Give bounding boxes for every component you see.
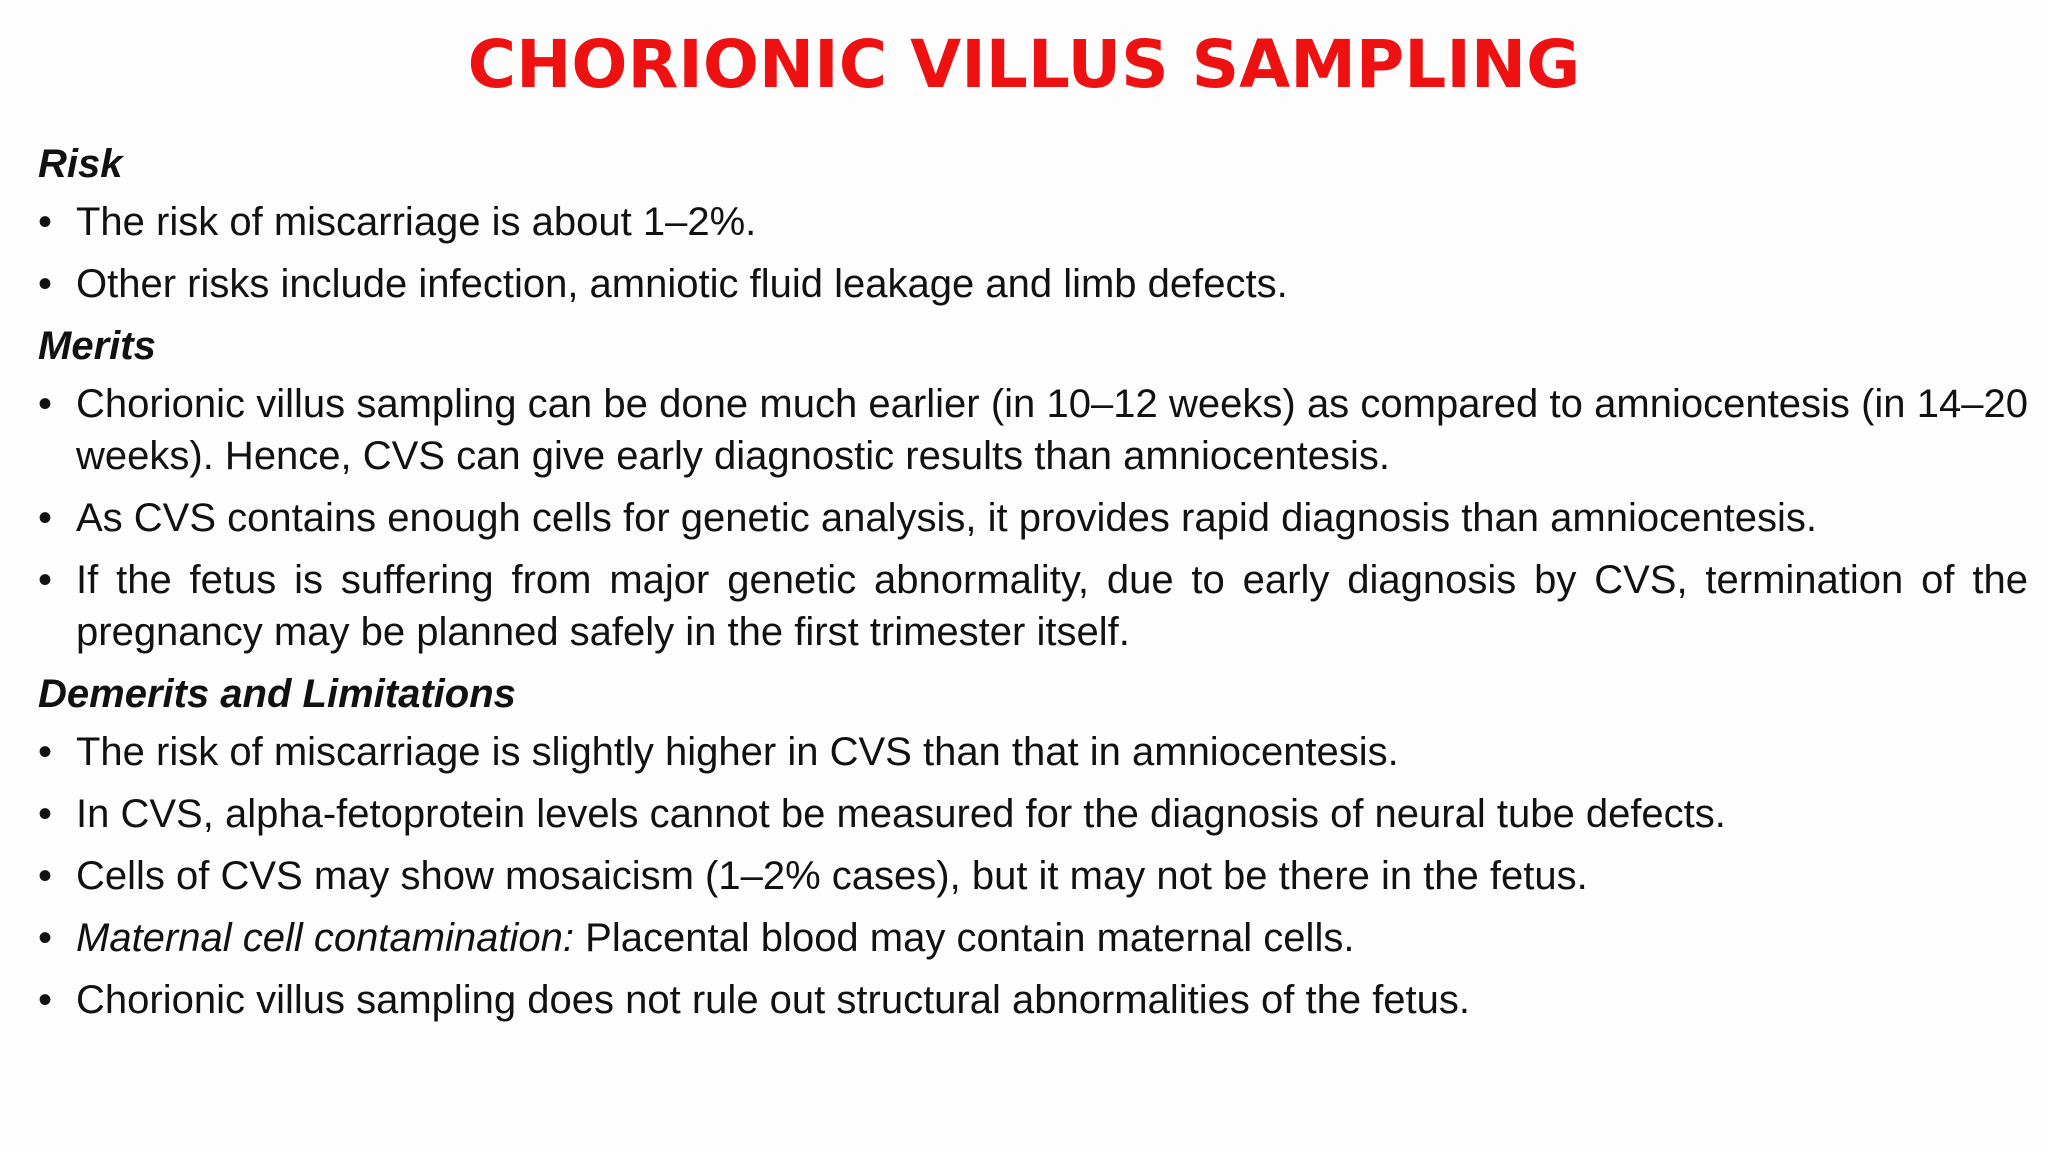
bullet-text: Other risks include infection, amniotic fluid leakage and limb defects. bbox=[76, 262, 1288, 306]
bullet-item bbox=[38, 850, 2028, 902]
bullet-text: If the fetus is suffering from major genetic abnormality, due to early diagnosis by CVS, termination of the pregnancy may be planned safely in the first trimester itself. bbox=[76, 558, 2028, 654]
bullet-icon: • bbox=[38, 200, 53, 244]
bullet-item bbox=[38, 974, 2028, 1026]
bullet-text: The risk of miscarriage is about 1–2%. bbox=[76, 200, 757, 244]
bullet-icon: • bbox=[38, 978, 53, 1022]
bullet-text: Chorionic villus sampling does not rule out structural abnormalities of the fetus. bbox=[76, 978, 1471, 1022]
section-heading-merits: Merits bbox=[38, 324, 156, 368]
bullet-icon: • bbox=[38, 730, 53, 774]
bullet-item bbox=[38, 258, 2028, 310]
bullet-item bbox=[38, 492, 2028, 544]
section-heading-risk: Risk bbox=[38, 142, 123, 186]
bullet-item bbox=[38, 378, 2028, 482]
bullet-item bbox=[38, 196, 2028, 248]
bullet-text: The risk of miscarriage is slightly higher in CVS than that in amniocentesis. bbox=[76, 730, 1399, 774]
bullet-icon: • bbox=[38, 382, 53, 426]
section-heading-demerits: Demerits and Limitations bbox=[38, 672, 516, 716]
bullet-icon: • bbox=[38, 792, 53, 836]
slide-title: CHORIONIC VILLUS SAMPLING bbox=[467, 26, 1581, 103]
bullet-icon: • bbox=[38, 262, 53, 306]
bullet-lead-italic: Maternal cell contamination: bbox=[76, 916, 575, 960]
bullet-text: Cells of CVS may show mosaicism (1–2% cases), but it may not be there in the fetus. bbox=[76, 854, 1588, 898]
bullet-item bbox=[38, 554, 2028, 658]
bullet-text: In CVS, alpha-fetoprotein levels cannot be measured for the diagnosis of neural tube defects. bbox=[76, 792, 1726, 836]
bullet-icon: • bbox=[38, 558, 53, 602]
bullet-icon: • bbox=[38, 916, 53, 960]
bullet-text: As CVS contains enough cells for genetic analysis, it provides rapid diagnosis than amniocentesis. bbox=[76, 496, 1817, 540]
bullet-rest: Placental blood may contain maternal cells. bbox=[574, 916, 1355, 960]
bullet-item bbox=[38, 726, 2028, 778]
bullet-text bbox=[76, 916, 1354, 960]
slide-content bbox=[38, 134, 2028, 1036]
bullet-item bbox=[38, 912, 2028, 964]
bullet-text: Chorionic villus sampling can be done much earlier (in 10–12 weeks) as compared to amniocentesis (in 14–20 weeks). Hence, CVS can give early diagnostic results than amniocentesis. bbox=[76, 382, 2028, 478]
bullet-icon: • bbox=[38, 854, 53, 898]
bullet-icon: • bbox=[38, 496, 53, 540]
bullet-item bbox=[38, 788, 2028, 840]
